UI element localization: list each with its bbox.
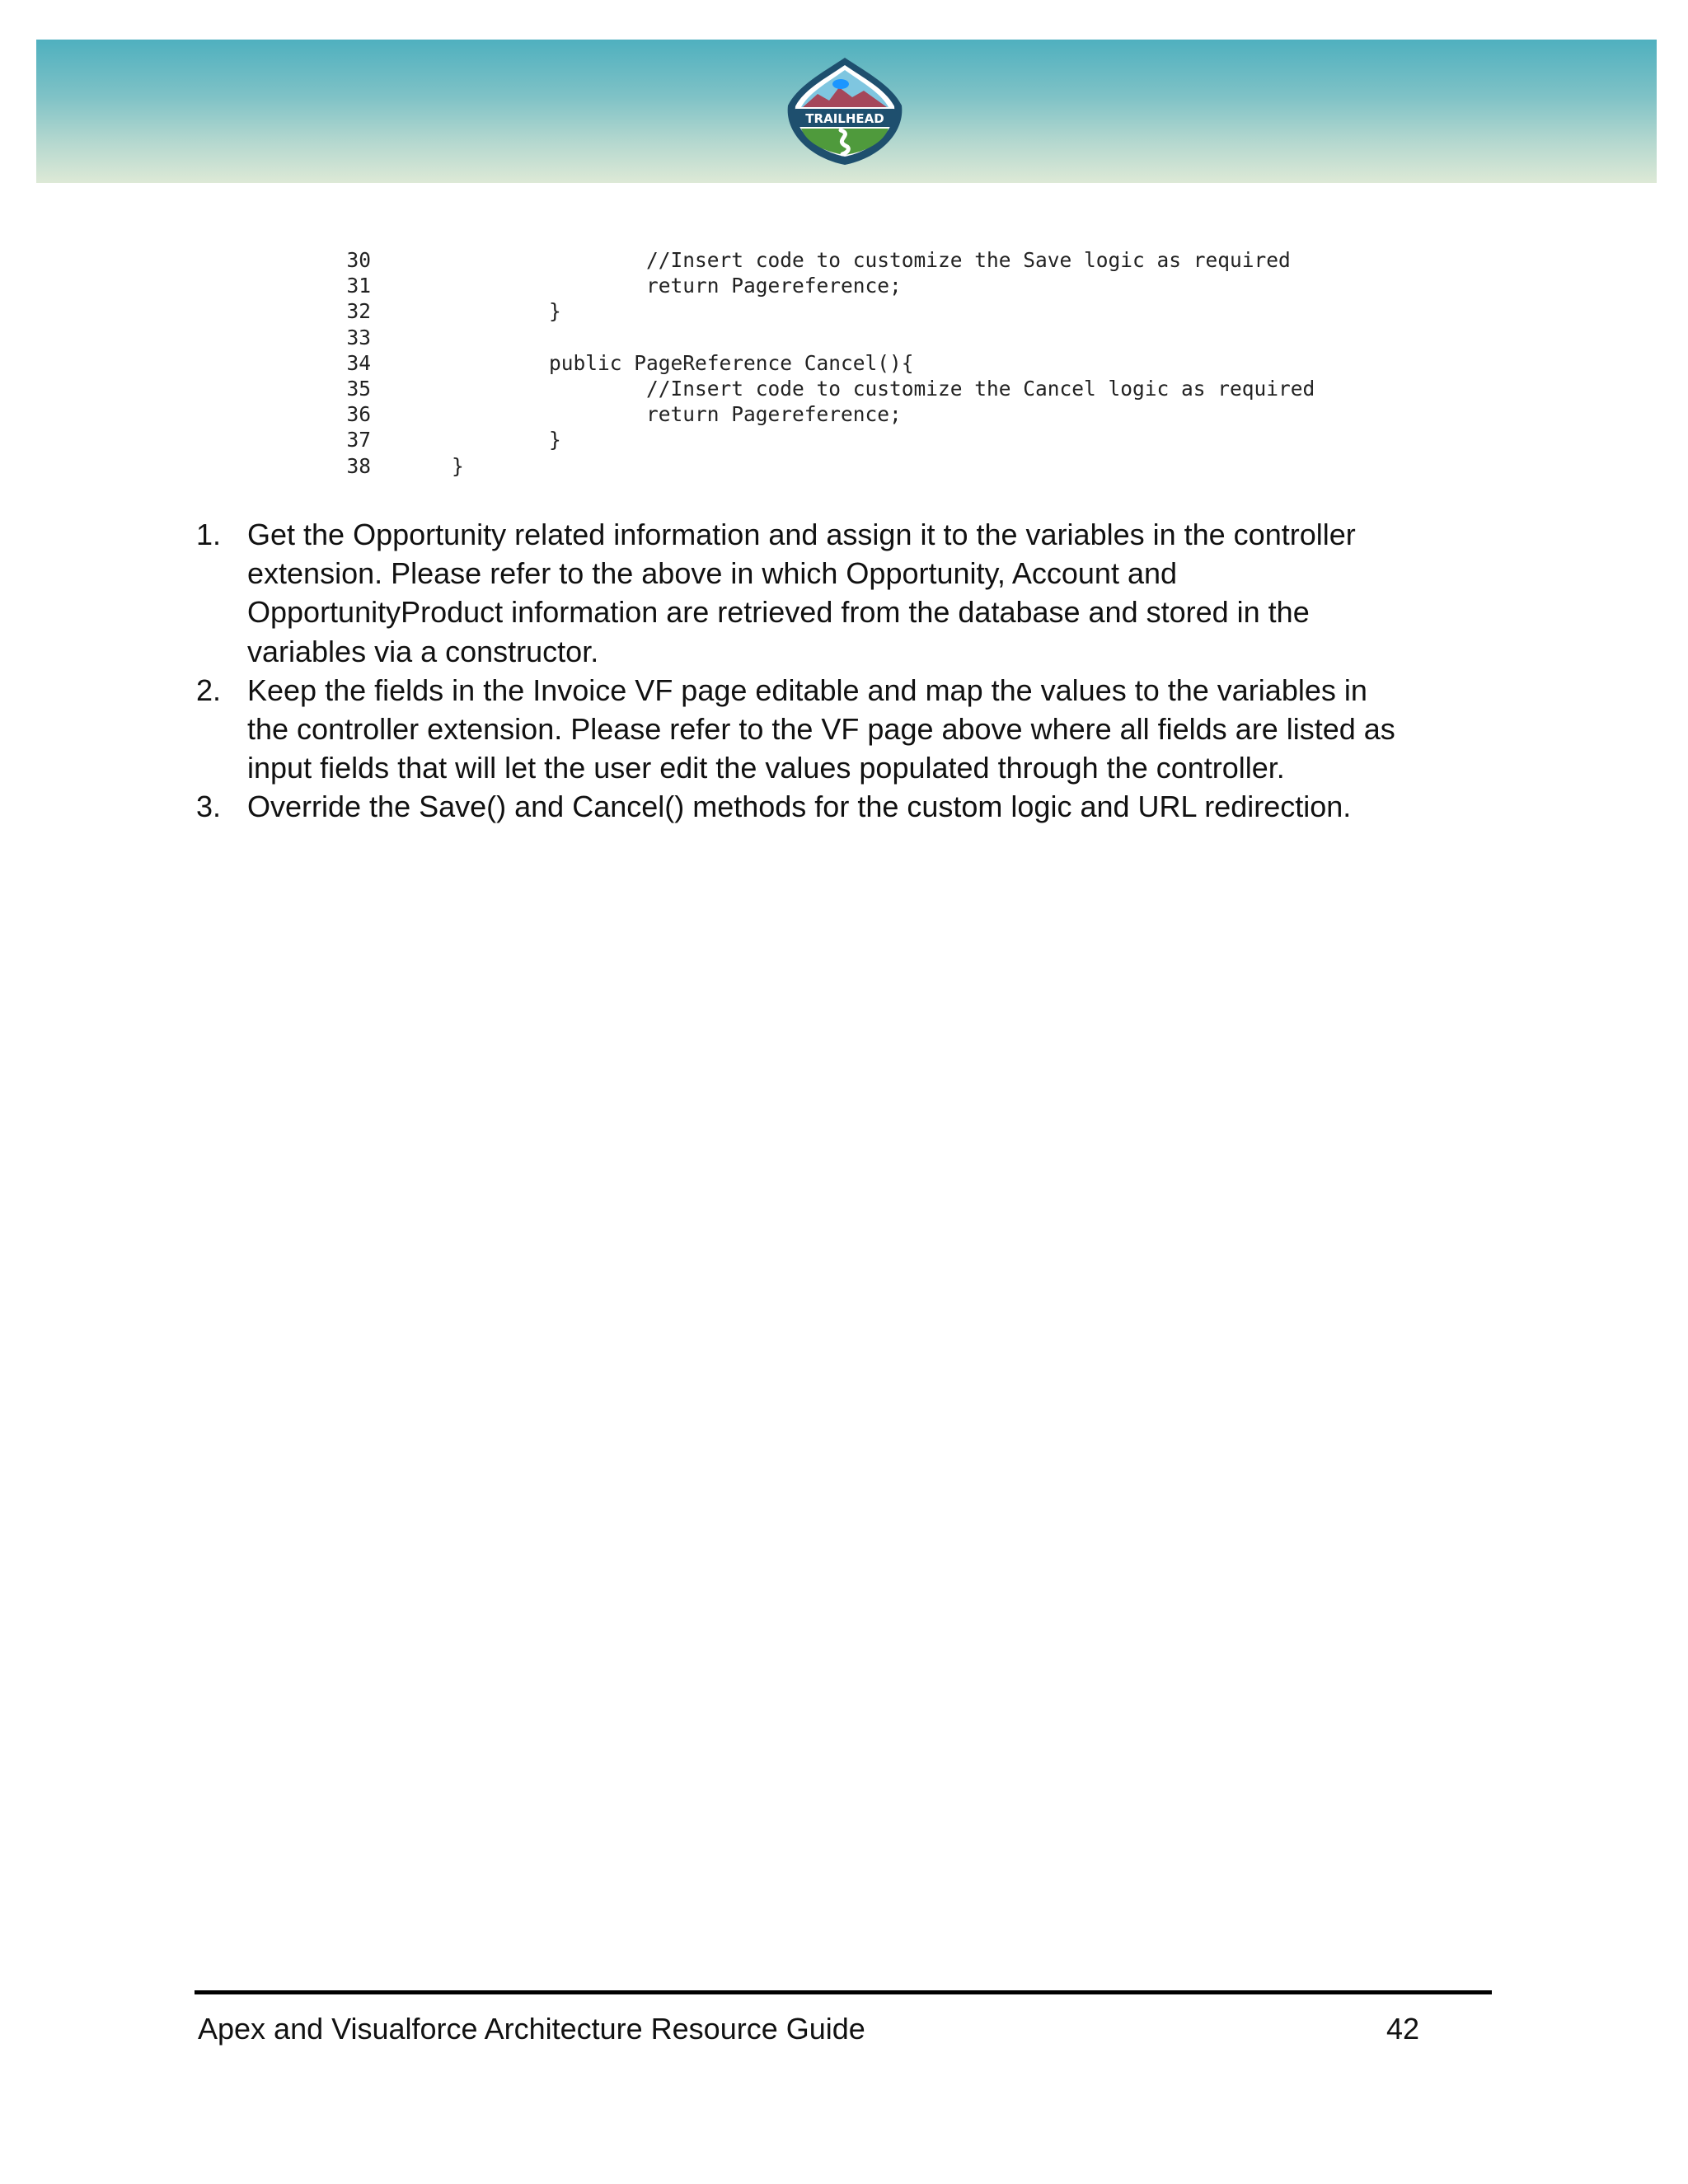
trailhead-logo-icon [781, 54, 908, 166]
code-line-text: //Insert code to customize the Save logic as required [452, 248, 1291, 272]
list-item-text-line: OpportunityProduct information are retrieved from the database and stored in the [247, 595, 1310, 630]
logo-wordmark: TRAILHEAD [805, 111, 884, 126]
code-line-text: return Pagereference; [452, 274, 902, 298]
code-line-text: } [452, 428, 561, 452]
code-line-text: return Pagereference; [452, 402, 902, 427]
list-item-number: 2. [196, 673, 222, 707]
code-line-text: public PageReference Cancel(){ [452, 350, 914, 375]
code-line-number: 32 [346, 299, 371, 324]
code-line-text: } [452, 299, 561, 324]
code-line-number: 38 [346, 453, 371, 478]
footer-page-number: 42 [1386, 2012, 1420, 2046]
code-line-number: 31 [346, 274, 371, 298]
footer-document-title: Apex and Visualforce Architecture Resource Guide [198, 2012, 865, 2046]
code-line-number: 34 [346, 350, 371, 375]
code-line-number: 36 [346, 402, 371, 427]
list-item-text-line: Keep the fields in the Invoice VF page editable and map the values to the variables in [247, 673, 1367, 707]
list-item [196, 787, 1484, 826]
list-item-text-line: Get the Opportunity related information and assign it to the variables in the controller [247, 518, 1356, 551]
list-item-text-line: variables via a constructor. [247, 634, 599, 668]
list-item-text-line: input fields that will let the user edit the values populated through the controller. [247, 751, 1285, 785]
code-line-number: 30 [346, 248, 371, 272]
list-item [196, 671, 1484, 788]
list-item-number: 1. [196, 518, 222, 551]
instruction-list [196, 515, 1484, 827]
list-item-number: 3. [196, 790, 222, 824]
list-item-text-line: Override the Save() and Cancel() methods for the custom logic and URL redirection. [247, 790, 1352, 824]
code-line-text: //Insert code to customize the Cancel logic as required [452, 376, 1315, 401]
footer-divider [195, 1990, 1492, 1994]
code-line-number: 33 [346, 325, 371, 349]
list-item-text-line: the controller extension. Please refer to the VF page above where all fields are listed as [247, 712, 1395, 747]
code-line-number: 35 [346, 376, 371, 401]
list-item-text-line: extension. Please refer to the above in which Opportunity, Account and [247, 556, 1178, 591]
list-item [196, 515, 1484, 671]
code-line-number: 37 [346, 428, 371, 452]
code-line-text: } [452, 453, 464, 478]
